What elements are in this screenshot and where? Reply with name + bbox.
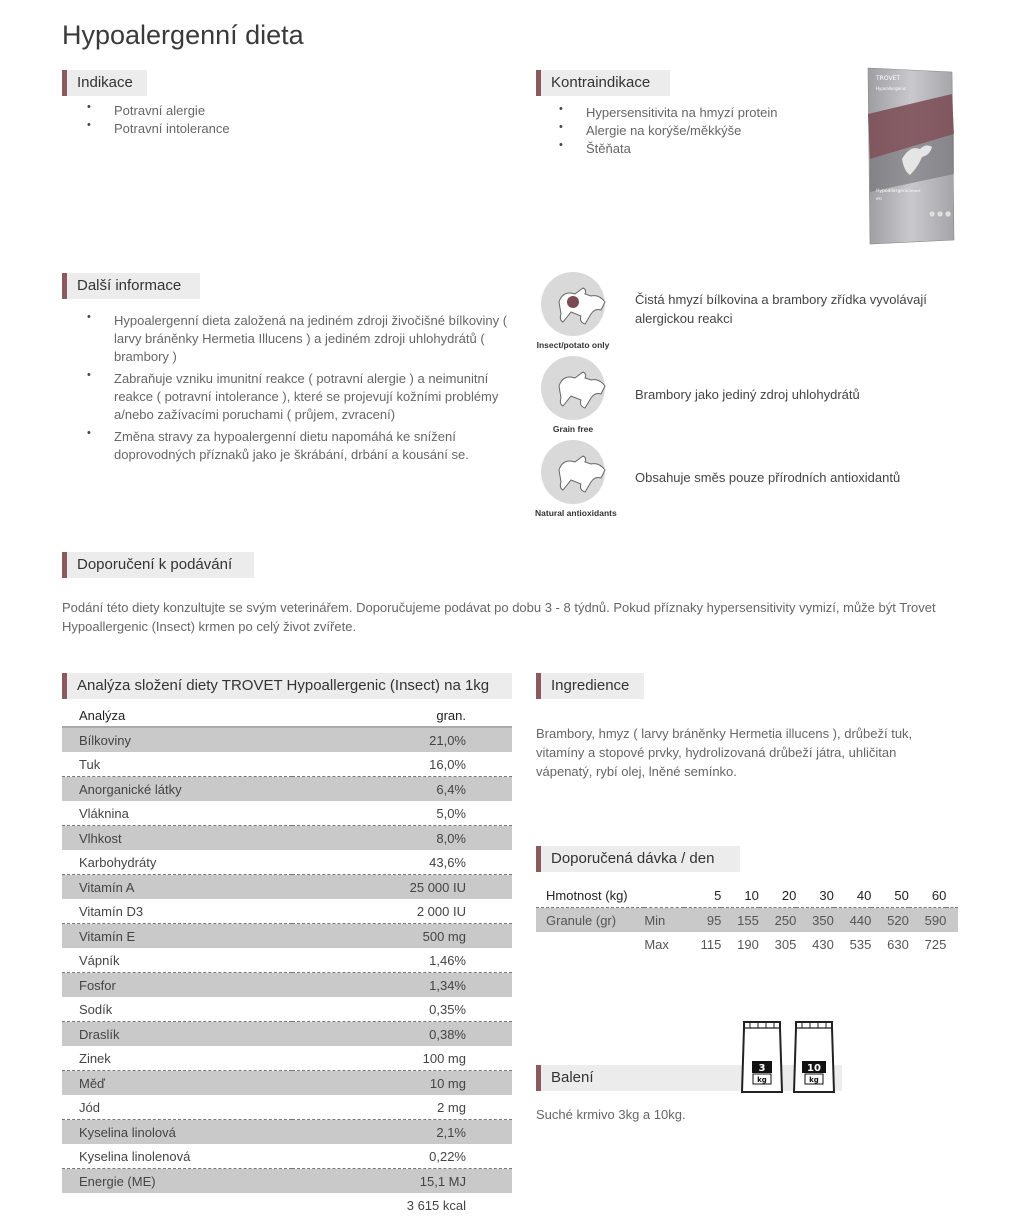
weight-cell: 20 <box>781 887 797 903</box>
table-row <box>62 826 512 851</box>
bag-amount-text: 3 <box>758 1063 766 1074</box>
feature-text: Obsahuje směs pouze přírodních antioxidantů <box>635 470 901 485</box>
table-row <box>62 924 512 949</box>
min-cell: 95 <box>684 908 721 933</box>
doporuceni-heading: Doporučení k podávání <box>62 552 254 578</box>
product-bag-image <box>862 64 960 246</box>
min-cell: 155 <box>721 908 759 933</box>
row-value: 6,4% <box>292 777 512 802</box>
weight-label: Hmotnost (kg) <box>546 887 628 903</box>
row-label: Energie (ME) <box>62 1169 292 1194</box>
list-item: • Alergie na korýše/měkkýše <box>559 122 777 140</box>
list-item: • Štěňata <box>559 140 777 158</box>
row-label: Karbohydráty <box>79 854 157 870</box>
ingredience-heading: Ingredience <box>536 673 644 699</box>
row-label: Tuk <box>79 756 101 772</box>
table-row <box>62 777 512 802</box>
bag-unit-text: kg <box>809 1076 819 1084</box>
doporuceni-text: Podání této diety konzultujte se svým veterinářem. Doporučujeme podávat po dobu 3 - 8 týdnů. Pokud příznaky hypersensitivity vymizí, může být Trovet Hypoallergenic (Insect) krmen po celý život zvířete. <box>62 600 936 634</box>
row-label: Vláknina <box>79 805 129 821</box>
davka-heading: Doporučená dávka / den <box>536 846 740 872</box>
list-item: • Hypersensitivita na hmyzí protein <box>559 104 777 122</box>
row-label <box>62 1193 292 1217</box>
row-label: Sodík <box>79 1001 113 1017</box>
feature-caption: Grain free <box>552 424 594 434</box>
row-label: Fosfor <box>62 973 292 998</box>
row-value: 2 mg <box>437 1099 466 1115</box>
bag-name-text-lower: Hypoallergenic <box>876 189 910 194</box>
dog-insect-icon <box>541 272 605 336</box>
row-value: 43,6% <box>429 854 466 870</box>
table-row <box>62 1169 512 1194</box>
dalsi-informace-list <box>87 312 517 468</box>
max-label: Max <box>644 936 669 952</box>
weight-cell: 5 <box>714 887 722 903</box>
list-item: • Zabraňuje vzniku imunitní reakce ( potravní alergie ) a neimunitní reakce ( potravní intolerance ), které se projevují kožními problémy a/nebo zažívacími poruchami ( průjem, zvracení) <box>87 370 517 424</box>
table-row <box>62 948 512 973</box>
row-value: 8,0% <box>292 826 512 851</box>
row-value: 2,1% <box>292 1120 512 1145</box>
row-value: 16,0% <box>429 756 466 772</box>
dog-antioxidants-icon <box>541 440 605 504</box>
row-value: 10 mg <box>292 1071 512 1096</box>
row-value: 0,38% <box>292 1022 512 1047</box>
row-value: 25 000 IU <box>292 875 512 900</box>
package-sizes-icon <box>738 1018 838 1094</box>
table-row <box>62 850 512 875</box>
analyza-heading: Analýza složení diety TROVET Hypoallergenic (Insect) na 1kg <box>62 673 512 699</box>
min-cell: 350 <box>796 908 834 933</box>
row-label: Kyselina linolová <box>62 1120 292 1145</box>
analysis-table <box>62 704 512 1217</box>
dalsi-informace-heading: Další informace <box>62 273 200 299</box>
weight-cell: 60 <box>931 887 947 903</box>
row-value: 0,35% <box>429 1001 466 1017</box>
max-cell: 190 <box>737 936 759 952</box>
min-cell: 520 <box>871 908 909 933</box>
analysis-col-label: Analýza <box>62 704 292 727</box>
bag-name-text: Hypoallergenic <box>876 86 906 91</box>
bag-unit-text: kg <box>757 1076 767 1084</box>
ingredience-text: Brambory, hmyz ( larvy bráněnky Hermetia illucens ), drůbeží tuk, vitamíny a stopové prvky, hydrolizovaná drůbeží játra, uhličitan vápenatý, rybí olej, lněné semínko. <box>536 726 913 779</box>
table-row <box>536 932 958 956</box>
row-value: 0,22% <box>429 1148 466 1164</box>
list-item: • Potravní intolerance <box>87 120 230 138</box>
table-row <box>62 1144 512 1169</box>
min-label: Min <box>644 908 684 933</box>
table-row <box>536 883 958 908</box>
row-label: Vitamín D3 <box>79 903 144 919</box>
row-value: 3 615 kcal <box>406 1197 466 1213</box>
baleni-text: Suché krmivo 3kg a 10kg. <box>536 1107 686 1122</box>
table-row <box>62 875 512 900</box>
table-row <box>62 973 512 998</box>
table-row <box>62 727 512 752</box>
table-row <box>62 801 512 826</box>
max-cell: 430 <box>812 936 834 952</box>
page-title: Hypoalergenní dieta <box>62 20 304 50</box>
table-row <box>62 899 512 924</box>
bag-variant-text: Insect <box>910 189 921 193</box>
row-label: Vitamín A <box>62 875 292 900</box>
row-label: Kyselina linolenová <box>79 1148 191 1164</box>
dog-grain-free-icon <box>541 356 605 420</box>
table-row <box>62 1022 512 1047</box>
indikace-heading: Indikace <box>62 70 147 96</box>
row-label: Vitamín E <box>62 924 292 949</box>
row-label: Jód <box>79 1099 100 1115</box>
bag-brand-text: TROVET <box>876 75 901 82</box>
bag-code-text: IPD <box>876 197 882 201</box>
max-cell: 630 <box>887 936 909 952</box>
bag-10kg-icon <box>794 1022 834 1092</box>
min-cell: 440 <box>834 908 872 933</box>
kontraindikace-list <box>559 104 777 158</box>
row-label: Zinek <box>79 1050 111 1066</box>
max-cell: 305 <box>774 936 797 952</box>
list-item: • Hypoalergenní dieta založená na jediném zdroji živočišné bílkoviny ( larvy bráněnky Hermetia Illucens ) a jediném zdroji uhlohydrátů ( brambory ) <box>87 312 517 366</box>
weight-cell: 50 <box>894 887 909 903</box>
row-label: Měď <box>62 1071 292 1096</box>
max-cell: 725 <box>924 936 947 952</box>
row-label: Vápník <box>79 952 120 968</box>
list-item: • Potravní alergie <box>87 102 230 120</box>
row-label: Bílkoviny <box>62 727 292 752</box>
granule-label: Granule (gr) <box>536 908 644 933</box>
dose-table <box>536 883 958 956</box>
row-value: 1,34% <box>292 973 512 998</box>
indikace-list <box>87 102 230 138</box>
kontraindikace-heading: Kontraindikace <box>536 70 670 96</box>
feature-text: Brambory jako jediný zdroj uhlohydrátů <box>635 387 860 402</box>
feature-text: Čistá hmyzí bílkovina a brambory zřídka vyvolávají alergickou reakci <box>635 292 927 326</box>
table-row <box>62 1120 512 1145</box>
row-label: Anorganické látky <box>62 777 292 802</box>
row-value: 1,46% <box>429 952 466 968</box>
row-value: 500 mg <box>292 924 512 949</box>
bag-amount-text: 10 <box>807 1063 821 1074</box>
bag-3kg-icon <box>742 1022 782 1092</box>
list-item: • Změna stravy za hypoalergenní dietu napomáhá ke snížení doprovodných příznaků jako je škrábání, drbání a kousání se. <box>87 428 517 464</box>
table-row <box>62 997 512 1022</box>
table-row <box>62 1095 512 1120</box>
row-value: 2 000 IU <box>416 903 466 919</box>
min-cell: 590 <box>909 908 947 933</box>
row-value: 5,0% <box>436 805 466 821</box>
weight-cell: 10 <box>744 887 759 903</box>
analysis-col-value: gran. <box>292 704 512 727</box>
row-label: Vlhkost <box>62 826 292 851</box>
feature-caption: Insect/potato only <box>536 340 610 350</box>
natural-antioxidants-feature <box>535 440 617 518</box>
table-row <box>62 1193 512 1217</box>
grain-free-feature <box>535 356 611 434</box>
weight-cell: 40 <box>856 887 872 903</box>
row-label: Draslík <box>62 1022 292 1047</box>
row-value: 100 mg <box>422 1050 466 1066</box>
table-row <box>62 1071 512 1096</box>
table-row <box>62 752 512 777</box>
table-row <box>62 1046 512 1071</box>
max-cell: 535 <box>849 936 872 952</box>
max-cell: 115 <box>700 936 722 952</box>
insect-potato-feature <box>535 272 611 350</box>
row-value: 15,1 MJ <box>292 1169 512 1194</box>
table-row <box>536 908 958 933</box>
baleni-heading: Balení <box>536 1065 842 1091</box>
feature-caption: Natural antioxidants <box>535 508 617 518</box>
row-value: 21,0% <box>292 727 512 752</box>
min-cell: 250 <box>759 908 797 933</box>
weight-cell: 30 <box>819 887 834 903</box>
